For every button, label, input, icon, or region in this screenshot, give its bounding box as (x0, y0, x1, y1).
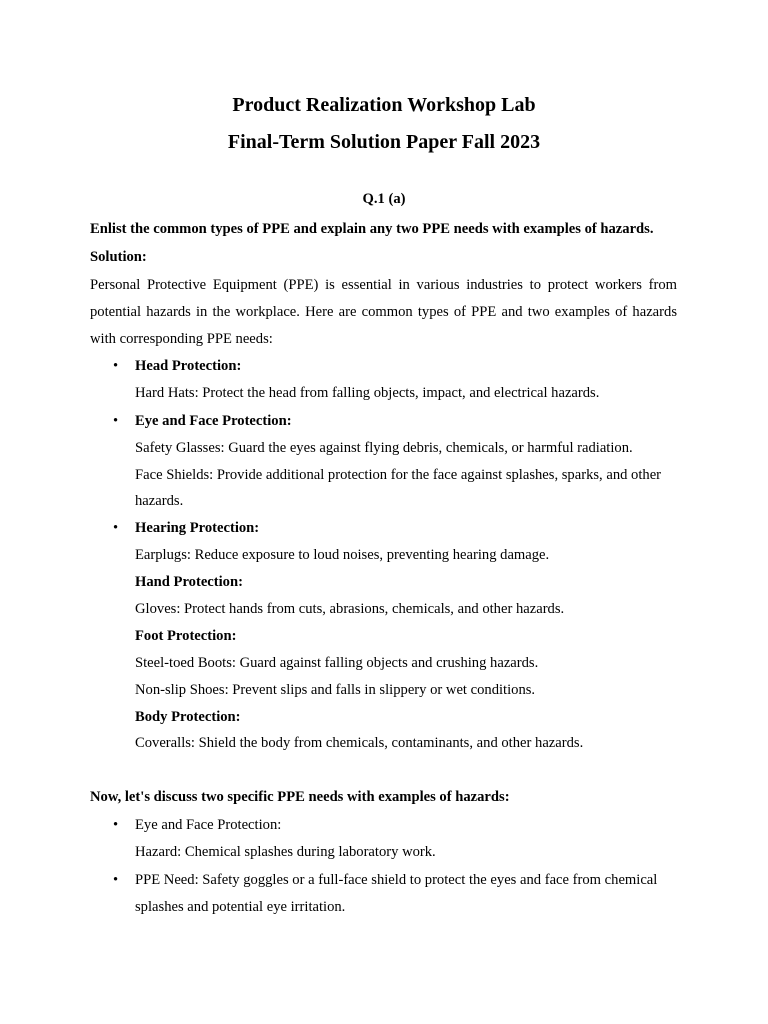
ppe-detail-line: Non-slip Shoes: Prevent slips and falls in slippery or wet conditions. (135, 682, 536, 698)
question-number: Q.1 (a) (362, 191, 406, 207)
discussion-item-line: Hazard: Chemical splashes during laboratory work. (135, 844, 436, 860)
question-text: Enlist the common types of PPE and explain any two PPE needs with examples of hazards. (90, 221, 654, 237)
ppe-detail-line: Face Shields: Provide additional protection for the face against splashes, sparks, and other (135, 467, 662, 483)
intro-paragraph-line: Personal Protective Equipment (PPE) is essential in various industries to protect workers from (90, 277, 677, 293)
ppe-detail-line: Safety Glasses: Guard the eyes against flying debris, chemicals, or harmful radiation. (135, 440, 633, 456)
solution-label: Solution: (90, 249, 147, 265)
discussion-heading: Now, let's discuss two specific PPE needs with examples of hazards: (90, 789, 510, 805)
intro-paragraph-line: potential hazards in the workplace. Here are common types of PPE and two examples of hazards (90, 304, 677, 320)
ppe-detail-line: Coveralls: Shield the body from chemicals, contaminants, and other hazards. (135, 735, 584, 751)
ppe-heading-hand: Hand Protection: (135, 574, 243, 590)
ppe-detail-line: Hard Hats: Protect the head from falling objects, impact, and electrical hazards. (135, 385, 600, 401)
bullet-icon: • (113, 520, 119, 536)
bullet-icon: • (113, 413, 119, 429)
bullet-icon: • (113, 358, 119, 374)
ppe-detail-line: Gloves: Protect hands from cuts, abrasions, chemicals, and other hazards. (135, 601, 565, 617)
discussion-item-line: splashes and potential eye irritation. (135, 899, 346, 915)
bullet-icon: • (113, 817, 119, 833)
ppe-detail-line: Earplugs: Reduce exposure to loud noises, preventing hearing damage. (135, 547, 550, 563)
ppe-heading-eye-face: Eye and Face Protection: (135, 413, 292, 429)
ppe-heading-head: Head Protection: (135, 358, 242, 374)
document-subtitle: Final-Term Solution Paper Fall 2023 (227, 131, 541, 153)
bullet-icon: • (113, 872, 119, 888)
discussion-item-line: PPE Need: Safety goggles or a full-face shield to protect the eyes and face from chemical (135, 872, 658, 888)
discussion-item-label: Eye and Face Protection: (135, 817, 282, 833)
ppe-detail-line: hazards. (135, 493, 184, 509)
document-title: Product Realization Workshop Lab (232, 94, 536, 116)
ppe-heading-foot: Foot Protection: (135, 628, 237, 644)
ppe-detail-line: Steel-toed Boots: Guard against falling objects and crushing hazards. (135, 655, 539, 671)
ppe-heading-body: Body Protection: (135, 709, 241, 725)
intro-paragraph-line: with corresponding PPE needs: (90, 331, 273, 347)
ppe-heading-hearing: Hearing Protection: (135, 520, 260, 536)
